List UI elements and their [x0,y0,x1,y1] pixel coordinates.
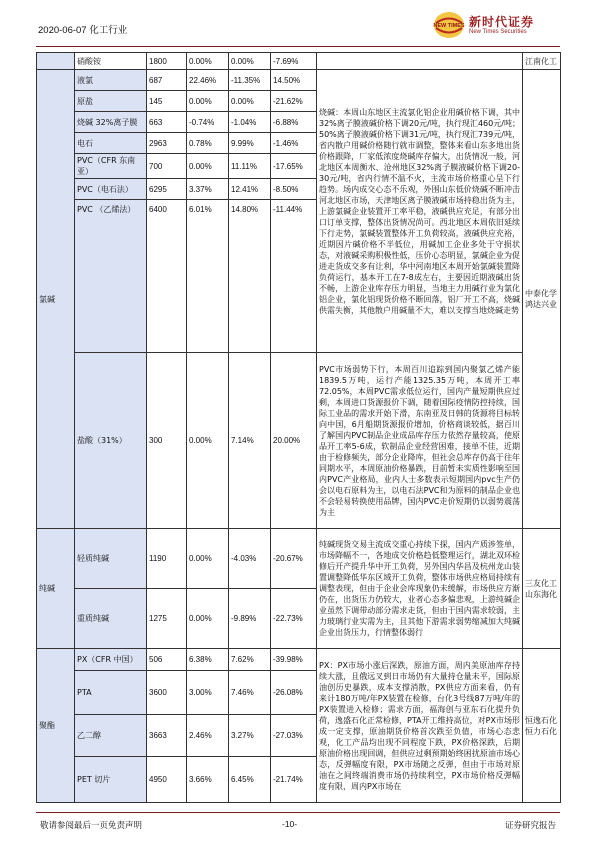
header-date-industry: 2020-06-07 化工行业 [38,25,128,36]
weekly-change: 0.00% [187,529,229,589]
related-companies: 江南化工 [523,53,561,70]
price-table [36,52,561,803]
header-rule [36,46,560,47]
footer-rule [36,812,560,813]
price: 506 [147,649,187,671]
price: 300 [147,353,187,529]
footer-page-number: -10- [282,819,298,829]
category-cell-empty [37,53,75,70]
price: 3600 [147,671,187,715]
product-name: PET 切片 [75,757,147,803]
monthly-change: 0.00% [229,53,271,70]
product-name: 乙二醇 [75,715,147,757]
comment-polyester: PX：PX市场小涨后深跌，原油方面，周内美原油库存持续大涨，且俄远叉到日市场仍有大量持仓量未平，国际原油创历史暴跌，成本支撑消散，PX供应方面来看，仍有来计180万吨/年PX装置在检修，台化3号线87万吨/年的PX装置进入检修；需求方面，福海创与亚东石化提升负荷，逸盛石化正常检修，PTA开工维持高位，对PX市场形成一定支撑，原油期货价格首次跌至负值，市场心态悲观，化工产品均出现不同程度下跌，PX价格深跌，后期原油价格出现回调，但供应过剩预期始终困扰原油市场心态，反弹幅度有限，PX市场随之反弹，但由于市场对原油在之间终端消费市场仍持续利空，PX市场价格反弹幅度有限，周内PX市场在 [317,649,523,803]
weekly-change: 0.00% [187,53,229,70]
comment-empty [317,53,523,70]
category-chlor-alkali: 氯碱 [37,70,75,529]
yearly-change: -39.98% [271,649,317,671]
yearly-change: -22.73% [271,589,317,649]
product-name: 电石 [75,133,147,154]
price: 6400 [147,200,187,353]
yearly-change: -7.69% [271,53,317,70]
weekly-change: 0.00% [187,91,229,112]
yearly-change: -6.88% [271,112,317,133]
product-name: 烧碱 32%离子膜 [75,112,147,133]
category-polyester: 聚酯 [37,649,75,803]
yearly-change: 14.50% [271,70,317,91]
monthly-change: -9.89% [229,589,271,649]
comment-caustic-soda: 烧碱：本周山东地区主流氯化铝企业用碱价格下调，其中32%离子膜液碱价格下调20元/吨，执行现汇460元/吨；50%离子膜液碱价格下调31元/吨，执行现汇739元/吨，省内散户用碱价格随行就市调整，整体来看山东多地出货价格跟降，厂家低浓度烧碱库存偏大，出货情况一般，河北地区本周衡水、沧州地区32%离子膜液碱价格下调20-30元/吨，省内行情不温不火，主流市场价格重心呈下行趋势。场内成交心态不乐观，外围山东低价烧碱不断冲击河北地区市场，天津地区离子膜液碱市场持稳出货为主，上游氯碱企业装置开工率平稳，液碱供应充足，有部分出口订单支撑，整体出货情况尚可。西北地区本周依旧延续下行走势，氯碱装置整体开工负荷较高，液碱供应充裕，近期因片碱价格不半低位，用碱加工企业多处于守损状态，对液碱采购积极性低，压价心态明显，氯碱企业为促进走货成交多有让利，华中河南地区本周开始氯碱装置降负荷运行，基本开工在7-8成左右，主要因近期液碱出货不畅，上游企业库存压力明显，当地主力用碱行业为氯化铝企业，氯化铝现货价格不断回落，铝厂开工不高，烧碱供需失衡，其他散户用碱量不大，难以支撑当地烧碱走势 [317,70,523,353]
logo-globe-icon [432,10,466,40]
product-name: 原盐 [75,91,147,112]
related-companies: 三友化工 山东海化 [523,529,561,649]
table-row [37,649,561,671]
monthly-change: -1.04% [229,112,271,133]
monthly-change: 6.45% [229,757,271,803]
weekly-change: 3.37% [187,179,229,200]
price: 145 [147,91,187,112]
monthly-change: -11.35% [229,70,271,91]
price: 3663 [147,715,187,757]
logo-chinese-name: 新时代证券 [469,15,535,29]
yearly-change: -20.67% [271,529,317,589]
logo-english-name: New Times Securities [469,29,527,35]
price: 4950 [147,757,187,803]
monthly-change: 7.46% [229,671,271,715]
weekly-change: 0.78% [187,133,229,154]
monthly-change: -4.03% [229,529,271,589]
monthly-change: 14.80% [229,200,271,353]
product-name: PVC （乙烯法） [75,200,147,353]
weekly-change: 6.01% [187,200,229,353]
monthly-change: 3.27% [229,715,271,757]
table-row [37,70,561,91]
weekly-change: 3.00% [187,671,229,715]
footer-disclaimer: 敬请参阅最后一页免责声明 [40,821,143,831]
weekly-change: 0.00% [187,589,229,649]
yearly-change: -1.46% [271,133,317,154]
yearly-change: -11.44% [271,200,317,353]
yearly-change: -21.62% [271,91,317,112]
yearly-change: 20.00% [271,353,317,529]
product-name: 轻质纯碱 [75,529,147,589]
monthly-change: 11.11% [229,154,271,179]
monthly-change: 7.14% [229,353,271,529]
related-companies: 恒逸石化 恒力石化 [523,649,561,803]
product-name: PVC（CFR 东南亚） [75,154,147,179]
price: 663 [147,112,187,133]
logo-mark-text: NEW TIMES [433,23,465,29]
product-name: 重质纯碱 [75,589,147,649]
footer-report-type: 证券研究报告 [504,821,556,831]
table-row [37,529,561,589]
category-soda-ash: 纯碱 [37,529,75,649]
price: 1800 [147,53,187,70]
weekly-change: 22.46% [187,70,229,91]
price: 6295 [147,179,187,200]
related-companies: 中泰化学 鸿达兴业 [523,70,561,529]
table-row [37,53,561,70]
table-row [37,353,561,529]
product-name: PTA [75,671,147,715]
monthly-change: 12.41% [229,179,271,200]
weekly-change: 3.66% [187,757,229,803]
yearly-change: -27.03% [271,715,317,757]
product-name: 硝酸铵 [75,53,147,70]
yearly-change: -26.08% [271,671,317,715]
price: 687 [147,70,187,91]
weekly-change: 0.00% [187,353,229,529]
company-logo [432,10,562,44]
product-name: 液氯 [75,70,147,91]
yearly-change: -21.74% [271,757,317,803]
monthly-change: 0.00% [229,91,271,112]
weekly-change: 6.38% [187,649,229,671]
product-name: PX（CFR 中国） [75,649,147,671]
weekly-change: -0.74% [187,112,229,133]
product-name: 盐酸（31%） [75,353,147,529]
weekly-change: 0.00% [187,154,229,179]
yearly-change: -8.50% [271,179,317,200]
monthly-change: 7.62% [229,649,271,671]
price: 1190 [147,529,187,589]
weekly-change: 2.46% [187,715,229,757]
product-name: PVC（电石法） [75,179,147,200]
price: 1275 [147,589,187,649]
price: 2963 [147,133,187,154]
price: 700 [147,154,187,179]
comment-soda-ash: 纯碱现货交易主流成交重心持续下探，国内产质涉签单，市场降幅不一，各地成交价格趋低整理运行，湖北双环检修后开产提升华中开工负荷，另外国内华昌及杭州龙山装置调整降低华东区域开工负荷，整体市场供应格局持续有调整表现，但由于企业会库现象仍未缓解，市场供应方渐仍在，出货压力仍较大，业者心态多偏悲观，上游纯碱企业虽然下调带动部分需求走货，但由于国内需求较弱，主力玻璃行业实需为主，且其他下游需求弱势缩减加大纯碱企业出货压力，行情整体弱行 [317,529,523,649]
monthly-change: 9.99% [229,133,271,154]
yearly-change: -17.65% [271,154,317,179]
comment-pvc: PVC市场弱势下行，本周百川追踪到国内聚氯乙烯产能1839.5万吨，运行产能1325.35万吨，本周开工率72.05%，本周PVC需求低位运行，国内产量短期供应过剩，本周进口货源报价下调，随着国际疫情防控持续，国际工业品的需求开始下滑，东南亚及日韩的货源将目标转向中国，6月船期货源报价增加，价格商谈较低，据百川了解国内PVC制品企业成品库存压力依然存量较高，使原品开工率5-6成，软制品企业经营困难，接单不佳，近期由于检修频失，部分企业降库，但社会总库存仍高于往年同期水平，本周原油价格暴跌，目前暂未实质性影响至国内PVC产业格局，业内人士多数表示短期国内pvc生产仍会以电石原料为主，以电石法PVC和为原料的制品企业也不会轻易转换使用品牌，国内PVC走价短期仍以弱势震荡为主 [317,353,523,529]
